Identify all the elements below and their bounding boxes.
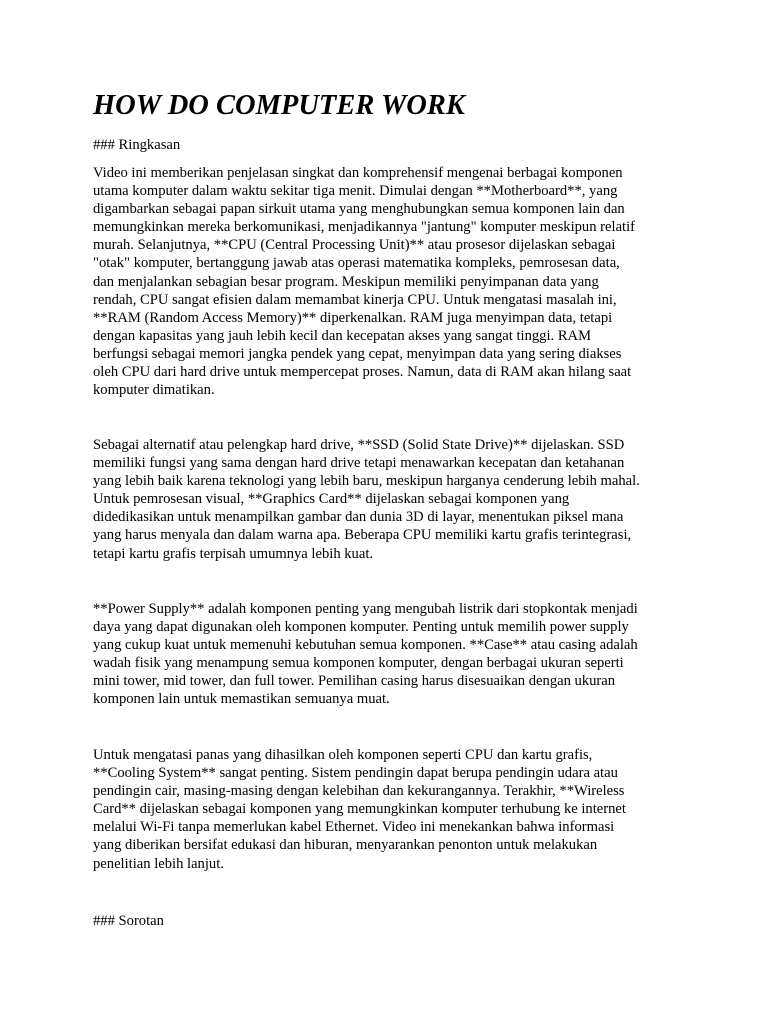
- summary-heading: ### Ringkasan: [93, 137, 181, 153]
- paragraph-line: Card** dijelaskan sebagai komponen yang memungkinkan komputer terhubung ke internet: [93, 801, 626, 818]
- paragraph-line: "otak" komputer, bertanggung jawab atas operasi matematika kompleks, pemrosesan data,: [93, 255, 620, 272]
- paragraph-line: utama komputer dalam waktu sekitar tiga menit. Dimulai dengan **Motherboard**, yang: [93, 183, 618, 200]
- paragraph-line: Untuk pemrosesan visual, **Graphics Card** dijelaskan sebagai komponen yang: [93, 491, 570, 508]
- paragraph-line: tetapi kartu grafis terpisah umumnya lebih kuat.: [93, 545, 374, 562]
- paragraph-line: oleh CPU dari hard drive untuk mempercepat proses. Namun, data di RAM akan hilang saat: [93, 364, 632, 381]
- paragraph-line: memungkinkan mereka berkomunikasi, menjadikannya "jantung" komputer meskipun relatif: [93, 219, 636, 236]
- paragraph-line: **Cooling System** sangat penting. Sistem pendingin dapat berupa pendingin udara atau: [93, 765, 618, 782]
- paragraph-line: penelitian lebih lanjut.: [93, 855, 224, 872]
- paragraph-line: murah. Selanjutnya, **CPU (Central Processing Unit)** atau prosesor dijelaskan sebagai: [93, 237, 616, 254]
- paragraph-line: mini tower, mid tower, dan full tower. Pemilihan casing harus disesuaikan dengan ukuran: [93, 673, 616, 690]
- paragraph-line: berfungsi sebagai memori jangka pendek yang cepat, menyimpan data yang sering diakses: [93, 345, 622, 362]
- paragraph-line: yang lebih baik karena teknologi yang lebih baru, meskipun harganya cenderung lebih mahal.: [93, 473, 640, 490]
- paragraph-line: Video ini memberikan penjelasan singkat dan komprehensif mengenai berbagai komponen: [93, 165, 623, 181]
- paragraph-line: **RAM (Random Access Memory)** diperkenalkan. RAM juga menyimpan data, tetapi: [93, 309, 613, 326]
- paragraph-1: [93, 164, 683, 399]
- paragraph-line: komponen lain untuk memastikan semuanya muat.: [93, 691, 390, 708]
- paragraph-line: daya yang dapat digunakan oleh komponen komputer. Penting untuk memilih power supply: [93, 619, 629, 636]
- paragraph-line: yang harus menyala dan dalam warna apa. Beberapa CPU memiliki kartu grafis terintegrasi,: [93, 527, 632, 544]
- paragraph-line: dengan kapasitas yang jauh lebih kecil dan kecepatan akses yang sangat tinggi. RAM: [93, 327, 592, 344]
- highlights-heading: ### Sorotan: [93, 913, 164, 929]
- paragraph-line: Sebagai alternatif atau pelengkap hard drive, **SSD (Solid State Drive)** dijelaskan. SSD: [93, 437, 625, 453]
- paragraph-line: **Power Supply** adalah komponen penting yang mengubah listrik dari stopkontak menjadi: [93, 601, 638, 617]
- paragraph-2: [93, 436, 683, 563]
- paragraph-line: yang cukup kuat untuk memenuhi kebutuhan semua komponen. **Case** atau casing adalah: [93, 637, 638, 654]
- document-title: HOW DO COMPUTER WORK: [93, 90, 465, 121]
- paragraph-4: [93, 746, 683, 873]
- paragraph-3: [93, 600, 683, 709]
- paragraph-line: yang diberikan bersifat edukasi dan hiburan, menyarankan penonton untuk melakukan: [93, 837, 598, 854]
- paragraph-line: Untuk mengatasi panas yang dihasilkan oleh komponen seperti CPU dan kartu grafis,: [93, 747, 593, 763]
- paragraph-line: melalui Wi-Fi tanpa memerlukan kabel Ethernet. Video ini menekankan bahwa informasi: [93, 819, 615, 836]
- paragraph-line: didedikasikan untuk menampilkan gambar dan dunia 3D di layar, menentukan piksel mana: [93, 509, 624, 526]
- paragraph-line: rendah, CPU sangat efisien dalam memambat kinerja CPU. Untuk mengatasi masalah ini,: [93, 291, 617, 308]
- paragraph-line: dan menjalankan sebagian besar program. Meskipun memiliki penyimpanan data yang: [93, 273, 599, 290]
- paragraph-line: komputer dimatikan.: [93, 382, 215, 399]
- paragraph-line: wadah fisik yang menampung semua komponen komputer, dengan berbagai ukuran seperti: [93, 655, 624, 672]
- paragraph-line: digambarkan sebagai papan sirkuit utama yang menghubungkan semua komponen lain dan: [93, 201, 625, 218]
- paragraph-line: memiliki fungsi yang sama dengan hard drive tetapi menawarkan kecepatan dan ketahanan: [93, 455, 625, 472]
- paragraph-line: pendingin cair, masing-masing dengan kelebihan dan kekurangannya. Terakhir, **Wireless: [93, 783, 625, 800]
